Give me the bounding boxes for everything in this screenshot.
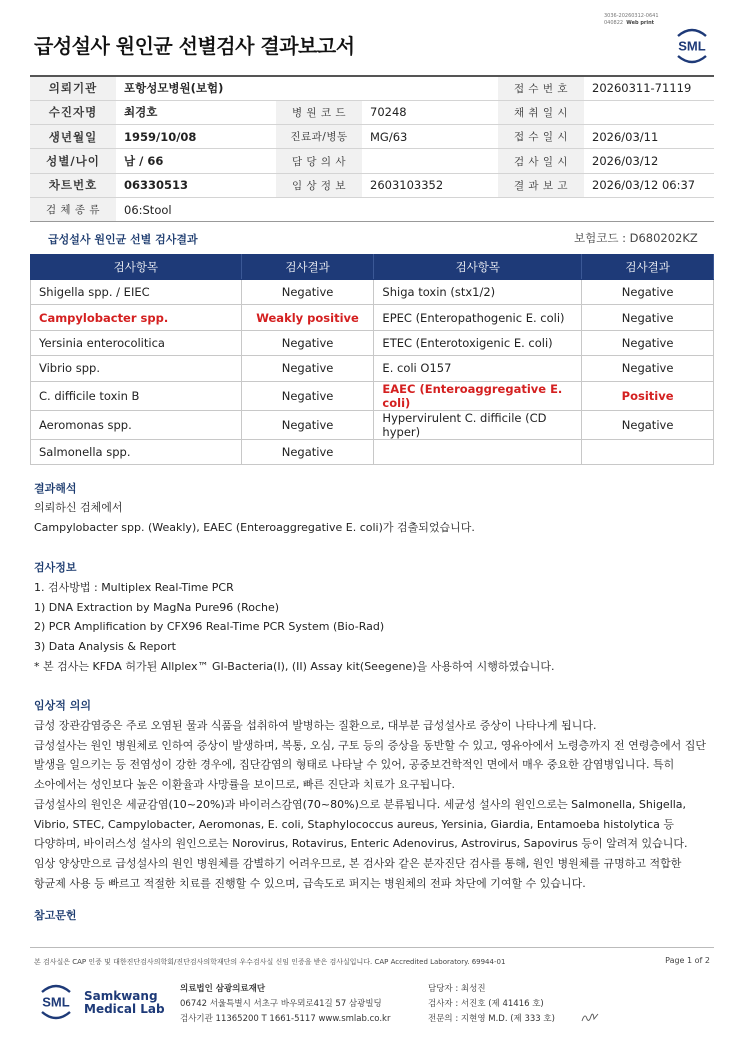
logo-text: SML — [678, 38, 706, 54]
test-info-line: 3) Data Analysis & Report — [34, 640, 176, 654]
label-report-date: 결 과 보 고 — [498, 173, 584, 197]
organization-contact: 검사기관 11365200 T 1661-5117 www.smlab.co.kr — [180, 1014, 391, 1024]
logo-text: SML — [42, 994, 70, 1010]
test-result — [582, 439, 714, 464]
label-clinical-info: 임 상 정 보 — [276, 173, 362, 197]
label-physician: 담 당 의 사 — [276, 149, 362, 173]
clinical-significance-text — [34, 716, 714, 893]
test-item: E. coli O157 — [374, 356, 582, 381]
clinical-line: 발생을 일으키는 등 전염성이 강한 경우에, 집단감염의 형태로 나타날 수 있어, 공중보건학적인 면에서 매우 중요한 감염병입니다. 특히 — [34, 758, 675, 772]
label-chart-number: 차트번호 — [30, 173, 116, 197]
clinical-line: 급성설사의 원인은 세균감염(10~20%)과 바이러스감염(70~80%)으로 분류됩니다. 세균성 설사의 원인으로는 Salmonella, Shigella, — [34, 797, 687, 811]
value-test-date: 2026/03/12 — [584, 149, 714, 173]
document-code-line1: 3036-20260312-0641 — [604, 13, 659, 19]
test-info-line: 1) DNA Extraction by MagNa Pure96 (Roche) — [34, 600, 280, 614]
value-requesting-institution: 포항성모병원(보험) — [116, 76, 498, 100]
value-receipt-number: 20260311-71119 — [584, 76, 714, 100]
label-test-date: 검 사 일 시 — [498, 149, 584, 173]
clinical-line: Vibrio, STEC, Campylobacter, Aeromonas, E. coli, Staphylococcus aureus, Yersinia, Giardia, Entamoeba histolytica 등 — [34, 817, 674, 831]
test-result: Negative — [241, 330, 374, 355]
test-result: Negative — [241, 439, 374, 464]
clinical-line: 급성 장관감염증은 주로 오염된 물과 식품을 섭취하여 발병하는 질환으로, 대부분 급성설사로 증상이 나타나게 됩니다. — [34, 719, 597, 732]
table-row — [31, 381, 714, 410]
staff-line: 전문의 : 지현영 M.D. (제 333 호) — [428, 1014, 555, 1024]
value-hospital-code: 70248 — [362, 100, 498, 124]
signature — [580, 1010, 600, 1024]
table-row — [31, 439, 714, 464]
brand-line: Medical Lab — [84, 1002, 165, 1016]
test-result-detected: Weakly positive — [241, 305, 374, 330]
document-code-line2: 040822 — [604, 20, 624, 26]
test-item: EPEC (Enteropathogenic E. coli) — [374, 305, 582, 330]
test-info-title: 검사정보 — [34, 561, 77, 574]
clinical-significance-title: 임상적 의의 — [34, 699, 91, 712]
interpretation-title: 결과해석 — [34, 482, 77, 495]
test-result: Negative — [241, 356, 374, 381]
header-test-result: 검사결과 — [241, 255, 374, 280]
patient-row — [30, 173, 714, 197]
footer-divider — [30, 947, 714, 948]
value-receipt-date: 2026/03/11 — [584, 125, 714, 149]
table-row — [31, 305, 714, 330]
test-info-line: 1. 검사방법 : Multiplex Real-Time PCR — [34, 581, 234, 594]
label-collection-date: 채 취 일 시 — [498, 100, 584, 124]
staff-info — [428, 982, 555, 1027]
interpretation-line: Campylobacter spp. (Weakly), EAEC (Enteroaggregative E. coli)가 검출되었습니다. — [34, 520, 475, 534]
interpretation-text — [34, 498, 714, 537]
label-receipt-date: 접 수 일 시 — [498, 125, 584, 149]
test-item: Vibrio spp. — [31, 356, 242, 381]
test-result: Negative — [241, 381, 374, 410]
results-section-title: 급성설사 원인균 선별 검사결과 — [48, 233, 198, 246]
label-department-ward: 진료과/병동 — [276, 125, 362, 149]
results-header-row — [31, 255, 714, 280]
test-info-text — [34, 578, 714, 677]
value-specimen-type: 06:Stool — [116, 197, 714, 221]
test-item: Aeromonas spp. — [31, 410, 242, 439]
test-result: Negative — [241, 280, 374, 305]
web-print-label: Web print — [626, 20, 655, 26]
label-birth-date: 생년월일 — [30, 125, 116, 149]
label-patient-name: 수진자명 — [30, 100, 116, 124]
organization-address: 06742 서울특별시 서초구 바우뫼로41길 57 삼광빌딩 — [180, 999, 382, 1009]
header-test-item: 검사항목 — [31, 255, 242, 280]
test-info-line: * 본 검사는 KFDA 허가된 Allplex™ GI-Bacteria(I), (II) Assay kit(Seegene)을 사용하여 시행하였습니다. — [34, 659, 555, 673]
label-receipt-number: 접 수 번 호 — [498, 76, 584, 100]
test-item: Hypervirulent C. difficile (CD hyper) — [374, 410, 582, 439]
test-item: Shiga toxin (stx1/2) — [374, 280, 582, 305]
table-row — [31, 330, 714, 355]
accreditation-note: 본 검사실은 CAP 인증 및 대한진단검사의학회/진단검사의학재단의 우수검사실 신임 인증을 받은 검사실입니다. CAP Accredited Laboratory. 69944-01 — [34, 958, 506, 966]
value-patient-name: 최경호 — [116, 100, 276, 124]
clinical-line: 항균제 사용 등 빠르고 적절한 치료를 진행할 수 있으며, 급속도로 퍼지는 병원체의 전파 차단에 기여할 수 있습니다. — [34, 876, 586, 890]
test-item-detected: EAEC (Enteroaggregative E. coli) — [374, 381, 582, 410]
organization-name: 의료법인 삼광의료재단 — [180, 984, 266, 994]
value-chart-number: 06330513 — [116, 173, 276, 197]
references-title: 참고문헌 — [34, 909, 77, 922]
test-result: Negative — [241, 410, 374, 439]
sml-logo — [672, 26, 712, 66]
clinical-line: 급성설사는 원인 병원체로 인하여 증상이 발생하며, 복통, 오심, 구토 등의 증상을 동반할 수 있고, 영유아에서 노령층까지 전 연령층에서 집단 — [34, 738, 706, 752]
staff-line: 검사자 : 서진호 (제 41416 호) — [428, 999, 544, 1009]
test-item — [374, 439, 582, 464]
table-row — [31, 410, 714, 439]
brand-line: Samkwang — [84, 989, 158, 1003]
test-info-line: 2) PCR Amplification by CFX96 Real-Time PCR System (Bio-Rad) — [34, 620, 385, 634]
value-physician — [362, 149, 498, 173]
table-row — [31, 280, 714, 305]
test-result-detected: Positive — [582, 381, 714, 410]
clinical-line: 임상 양상만으로 급성설사의 원인 병원체를 감별하기 어려우므로, 본 검사와 같은 분자진단 검사를 통해, 원인 병원체를 규명하고 적합한 — [34, 856, 682, 870]
value-sex-age: 남 / 66 — [116, 149, 276, 173]
header-test-result: 검사결과 — [582, 255, 714, 280]
label-requesting-institution: 의뢰기관 — [30, 76, 116, 100]
label-hospital-code: 병 원 코 드 — [276, 100, 362, 124]
test-item: ETEC (Enterotoxigenic E. coli) — [374, 330, 582, 355]
patient-row — [30, 149, 714, 173]
test-item: Yersinia enterocolitica — [31, 330, 242, 355]
table-row — [31, 356, 714, 381]
insurance-code: 보험코드 : D680202KZ — [574, 231, 698, 245]
value-department-ward: MG/63 — [362, 125, 498, 149]
results-table — [30, 254, 714, 465]
organization-info — [180, 982, 390, 1027]
test-item: Shigella spp. / EIEC — [31, 280, 242, 305]
patient-row — [30, 125, 714, 149]
document-code — [604, 13, 659, 27]
brand-name — [84, 990, 165, 1016]
patient-row — [30, 197, 714, 221]
test-result: Negative — [582, 305, 714, 330]
value-birth-date: 1959/10/08 — [116, 125, 276, 149]
test-result: Negative — [582, 356, 714, 381]
value-clinical-info: 2603103352 — [362, 173, 498, 197]
label-sex-age: 성별/나이 — [30, 149, 116, 173]
clinical-line: 소아에서는 성인보다 높은 이환율과 사망률을 보이므로, 빠른 진단과 치료가 요구됩니다. — [34, 778, 455, 792]
staff-line: 담당자 : 최성진 — [428, 984, 486, 994]
test-item: Salmonella spp. — [31, 439, 242, 464]
test-item-detected: Campylobacter spp. — [31, 305, 242, 330]
sml-logo — [36, 982, 76, 1022]
document-title: 급성설사 원인균 선별검사 결과보고서 — [34, 34, 355, 58]
header-test-item: 검사항목 — [374, 255, 582, 280]
value-report-date: 2026/03/12 06:37 — [584, 173, 714, 197]
clinical-line: 다양하며, 바이러스성 설사의 원인으로는 Norovirus, Rotavirus, Enteric Adenovirus, Astrovirus, Sapovirus 등이 알려져 있습니다. — [34, 837, 688, 851]
patient-row — [30, 100, 714, 124]
interpretation-line: 의뢰하신 검체에서 — [34, 501, 123, 514]
test-result: Negative — [582, 280, 714, 305]
value-collection-date — [584, 100, 714, 124]
label-specimen-type: 검 체 종 류 — [30, 197, 116, 221]
page-number: Page 1 of 2 — [665, 956, 710, 965]
test-result: Negative — [582, 330, 714, 355]
patient-info-table — [30, 75, 714, 222]
test-result: Negative — [582, 410, 714, 439]
patient-row — [30, 76, 714, 100]
test-item: C. difficile toxin B — [31, 381, 242, 410]
